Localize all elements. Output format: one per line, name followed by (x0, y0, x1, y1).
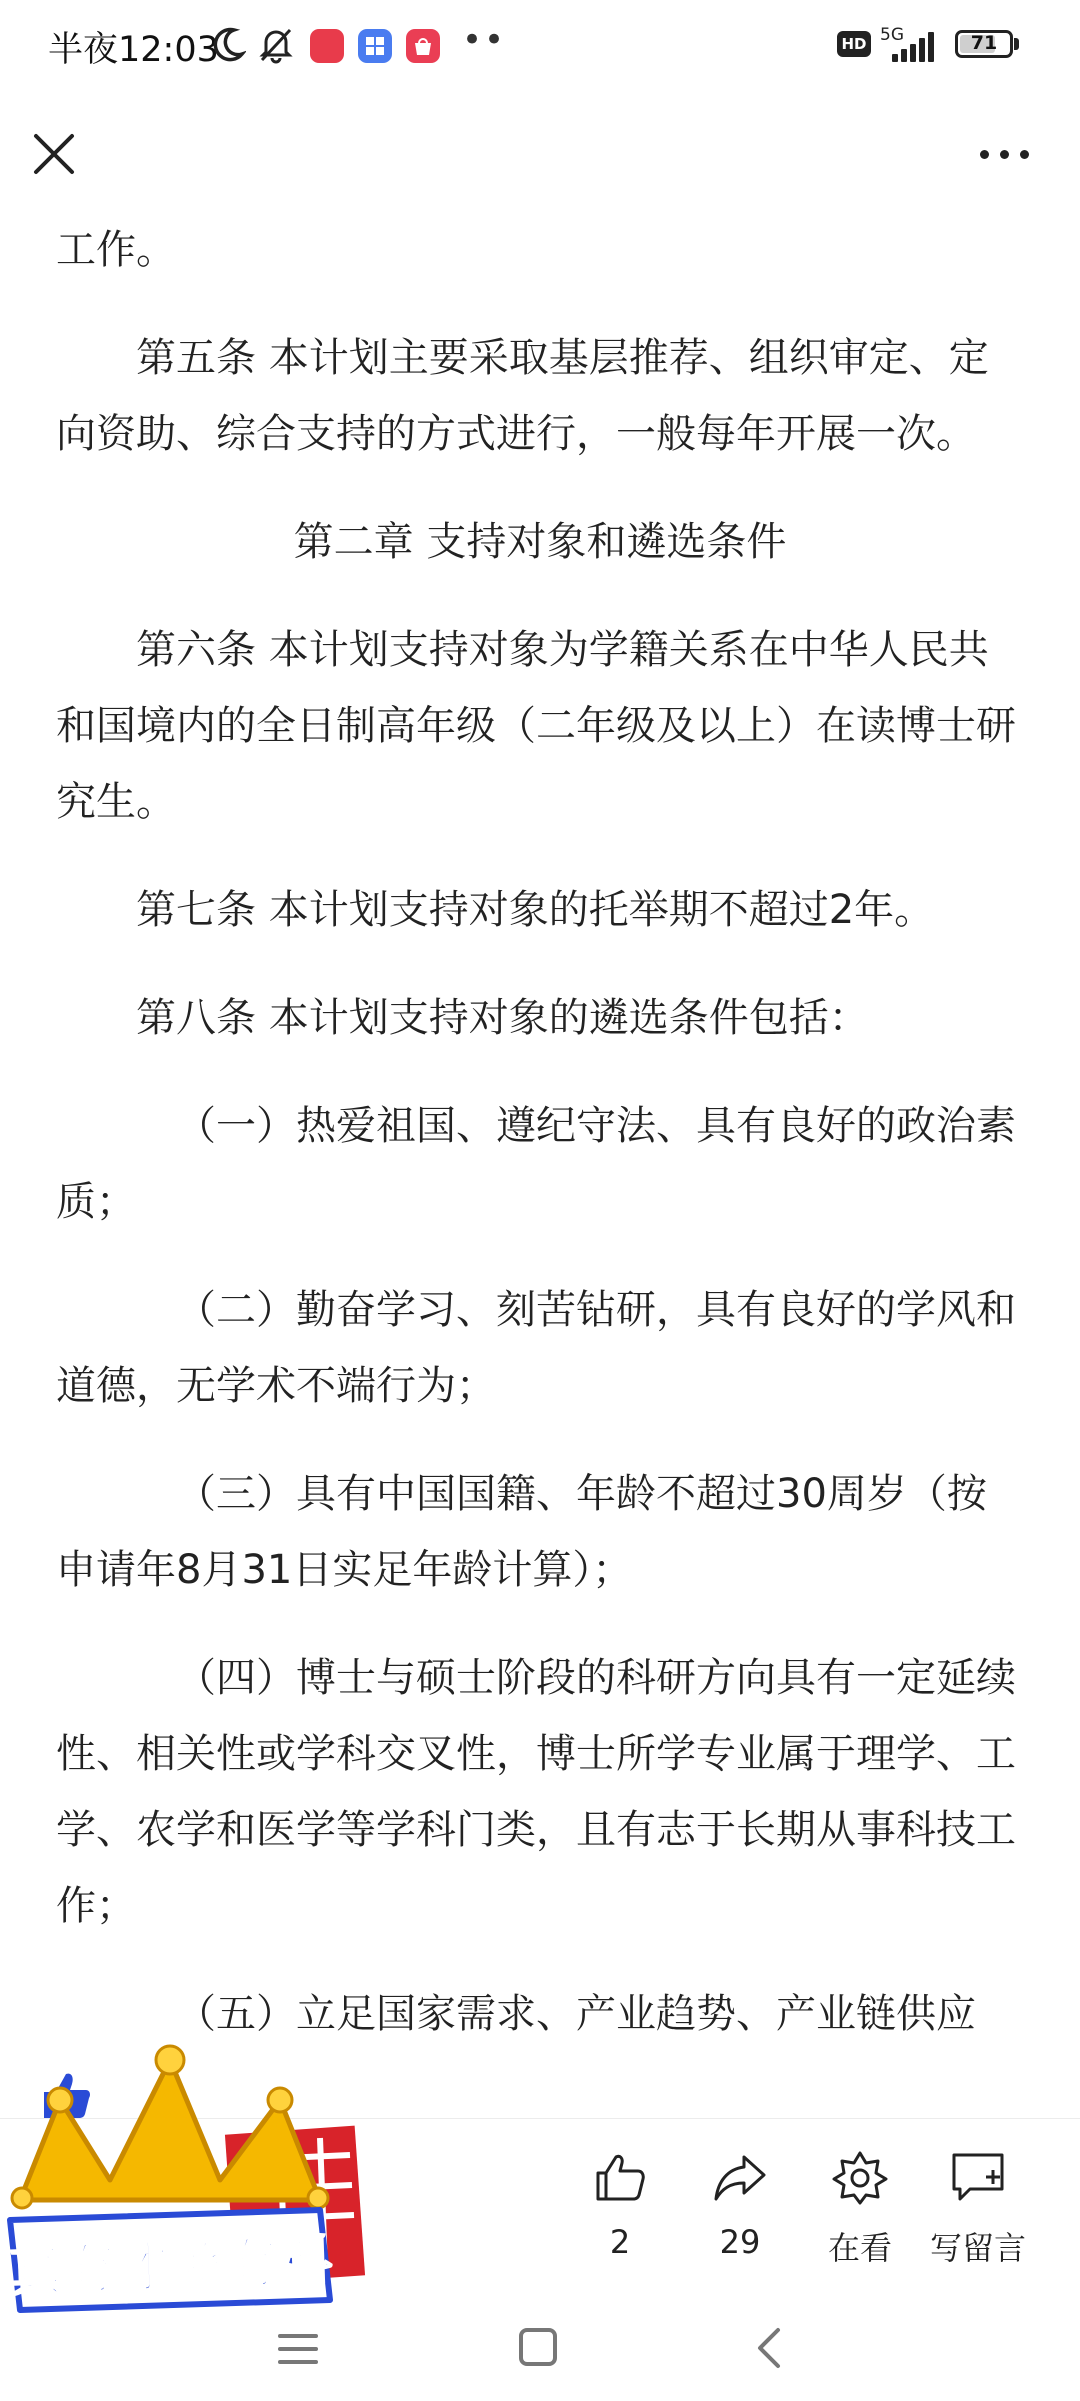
close-button[interactable] (28, 128, 80, 180)
back-button[interactable] (754, 2326, 784, 2374)
watching-button[interactable] (800, 2149, 920, 2269)
share-count: 29 (719, 2223, 761, 2261)
chapter-title: 第二章 支持对象和遴选条件 (293, 519, 787, 565)
app-notification-icon (406, 29, 440, 63)
article-list-item: （四）博士与硕士阶段的科研方向具有一定延续性、相关性或学科交叉性，博士所学专业属于理学、工学、农学和医学等学科门类，且有志于长期从事科技工作； (56, 1655, 1016, 1929)
article-list-item: （一）热爱祖国、遵纪守法、具有良好的政治素质； (56, 1103, 1016, 1225)
close-icon (28, 128, 80, 180)
back-icon (754, 2326, 784, 2370)
mute-bell-icon (258, 26, 294, 68)
article-paragraph: 第八条 本计划支持对象的遴选条件包括： (136, 995, 869, 1041)
status-time: 半夜12:03 (48, 30, 219, 70)
promo-sticker (0, 2040, 400, 2360)
battery-tip (1014, 38, 1019, 50)
like-count: 2 (609, 2223, 631, 2261)
comment-icon (950, 2149, 1006, 2205)
like-button[interactable] (560, 2149, 680, 2261)
article-paragraph: 第五条 本计划主要采取基层推荐、组织审定、定向资助、综合支持的方式进行，一般每年开展一次。 (56, 335, 989, 457)
share-button[interactable] (680, 2149, 800, 2261)
more-icon (980, 150, 989, 159)
battery-icon (955, 30, 1013, 58)
more-notifications-icon: •• (462, 20, 507, 60)
share-icon (712, 2149, 768, 2205)
article-body (56, 212, 1024, 2084)
thumbs-up-icon (592, 2149, 648, 2205)
hd-badge: HD (837, 31, 871, 57)
comment-label: 写留言 (929, 2229, 1026, 2267)
article-paragraph: 第七条 本计划支持对象的托举期不超过2年。 (136, 887, 935, 933)
home-button[interactable] (519, 2328, 557, 2366)
signal-icon (890, 30, 940, 62)
moon-icon (212, 26, 246, 68)
sticker-text: 真有才超有料 (6, 2229, 333, 2304)
network-type: 5G (880, 25, 904, 45)
more-options-button[interactable] (978, 140, 1032, 168)
article-list-item: （三）具有中国国籍、年龄不超过30周岁（按申请年8月31日实足年龄计算）； (56, 1471, 987, 1593)
more-icon-dot (1000, 150, 1009, 159)
article-list-item: （五）立足国家需求、产业趋势、产业链供应 (176, 1991, 976, 2037)
watching-label: 在看 (827, 2229, 892, 2267)
app-notification-icon (310, 29, 344, 63)
app-notification-icon (358, 29, 392, 63)
article-paragraph: 工作。 (56, 227, 176, 273)
more-icon-dot (1020, 150, 1029, 159)
battery-level: 71 (970, 32, 998, 54)
watching-icon (832, 2149, 888, 2205)
article-list-item: （二）勤奋学习、刻苦钻研，具有良好的学风和道德，无学术不端行为； (56, 1287, 1016, 1409)
crown-sticker-image (0, 2040, 400, 2360)
status-bar (0, 0, 1080, 92)
comment-button[interactable] (918, 2149, 1038, 2269)
article-paragraph: 第六条 本计划支持对象为学籍关系在中华人民共和国境内的全日制高年级（二年级及以上）在读博士研究生。 (56, 627, 1016, 825)
